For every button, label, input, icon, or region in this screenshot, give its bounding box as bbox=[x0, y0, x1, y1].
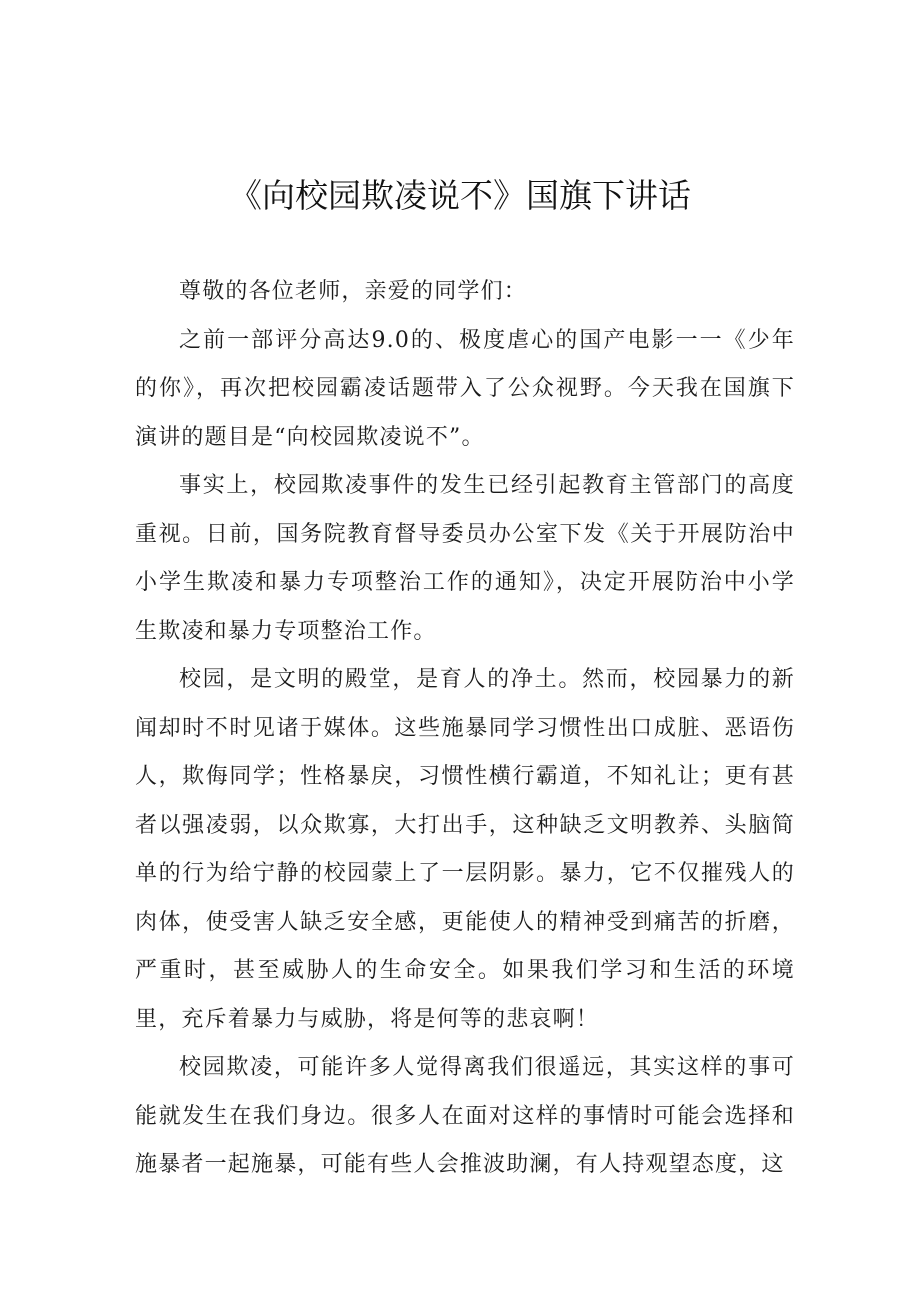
document-title: 《向校园欺凌说不》国旗下讲话 bbox=[229, 176, 691, 215]
paragraph-bullying: 校园欺凌，可能许多人觉得离我们很遥远，其实这样的事可能就发生在我们身边。很多人在面对这样的事情时可能会选择和施暴者一起施暴，可能有些人会推波助澜，有人持观望态度，这 bbox=[135, 1055, 795, 1177]
paragraph-greeting: 尊敬的各位老师，亲爱的同学们： bbox=[179, 279, 528, 304]
paragraph-intro: 之前一部评分高达9.0的、极度虐心的国产电影一一《少年的你》，再次把校园霸凌话题带入了公众视野。今天我在国旗下演讲的题目是“向校园欺凌说不”。 bbox=[135, 327, 795, 450]
paragraph-policy: 事实上，校园欺凌事件的发生已经引起教育主管部门的高度重视。日前，国务院教育督导委员办公室下发《关于开展防治中小学生欺凌和暴力专项整治工作的通知》，决定开展防治中小学生欺凌和暴力专项整治工作。 bbox=[135, 473, 795, 644]
document-body bbox=[135, 268, 795, 1190]
paragraph-campus: 校园，是文明的殿堂，是育人的净土。然而，校园暴力的新闻却时不时见诸于媒体。这些施暴同学习惯性出口成脏、恶语伤人，欺侮同学；性格暴戾，习惯性横行霸道，不知礼让；更有甚者以强凌弱，以众欺寡，大打出手，这种缺乏文明教养、头脑简单的行为给宁静的校园蒙上了一层阴影。暴力，它不仅摧残人的肉体，使受害人缺乏安全感，更能使人的精神受到痛苦的折磨，严重时，甚至威胁人的生命安全。如果我们学习和生活的环境里，充斥着暴力与威胁，将是何等的悲哀啊！ bbox=[135, 667, 795, 1032]
